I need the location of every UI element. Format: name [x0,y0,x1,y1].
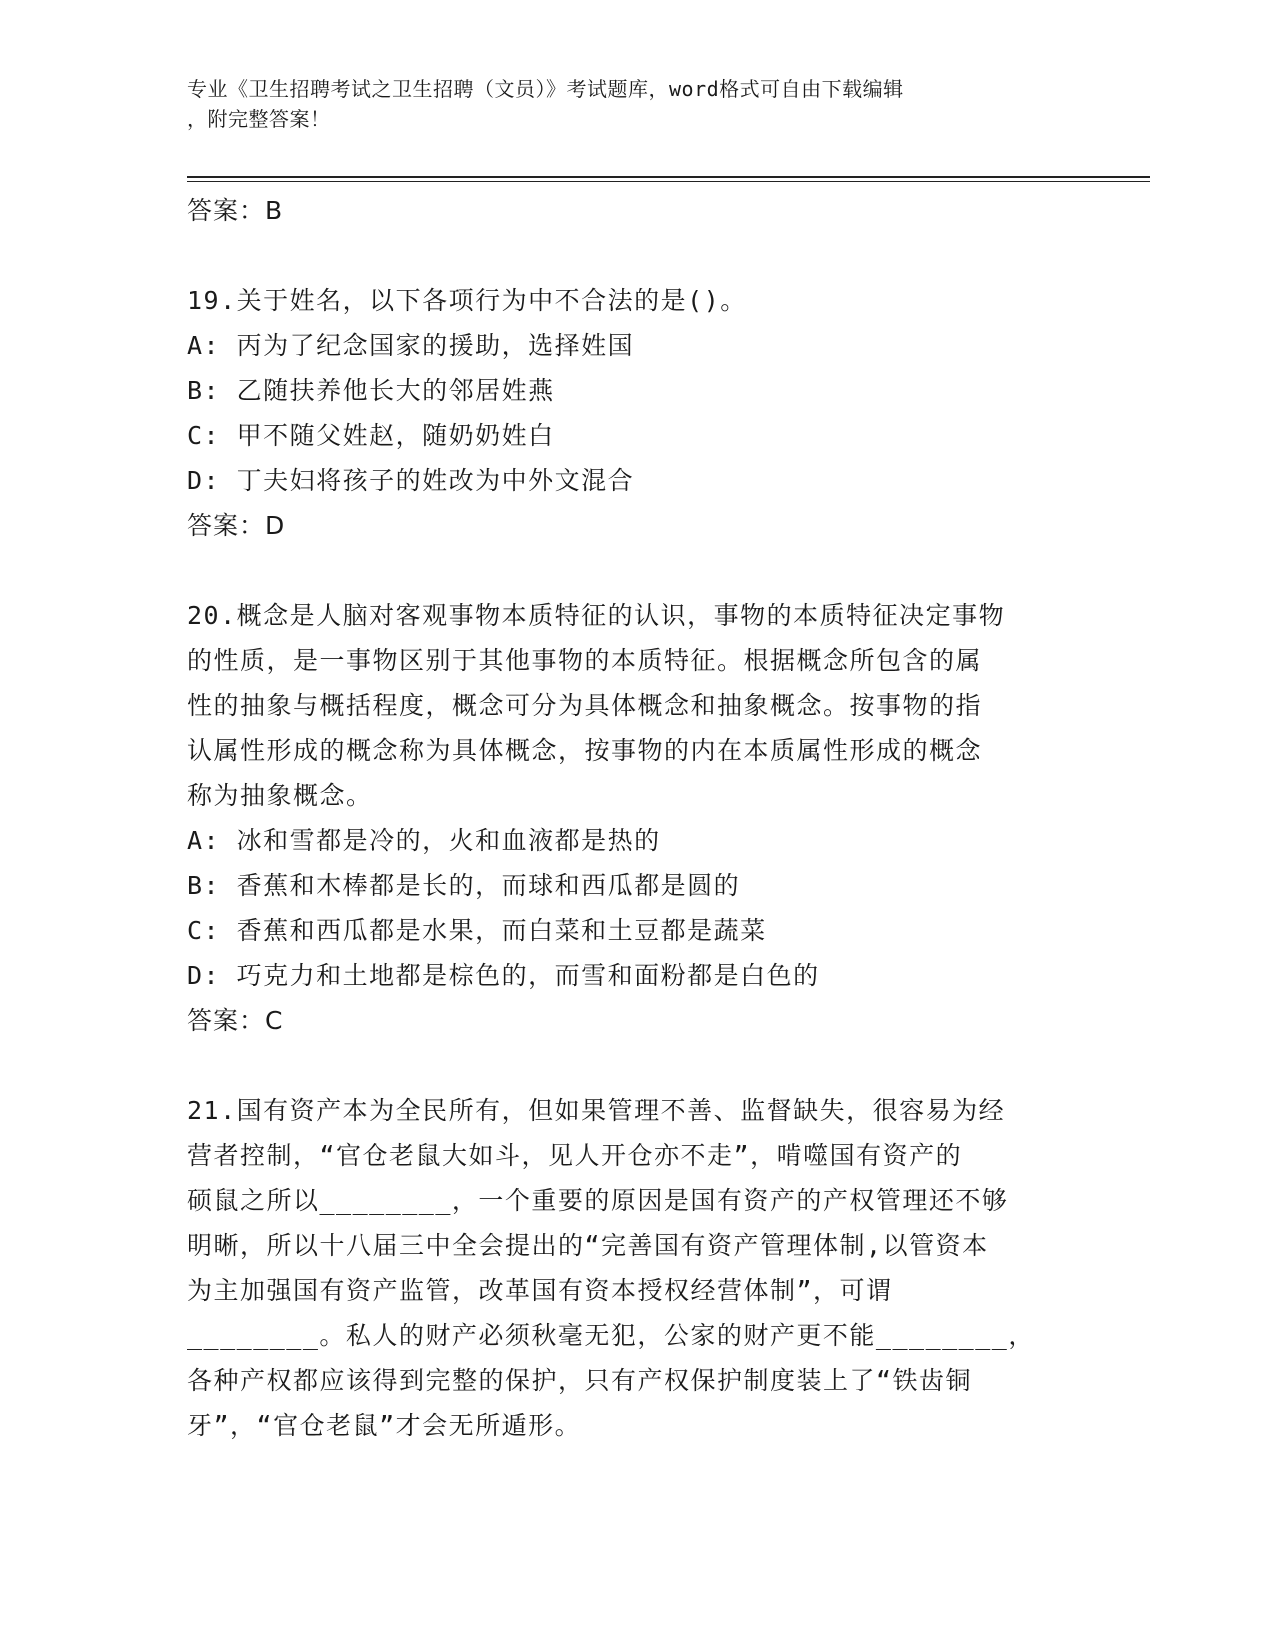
spacer [187,233,1067,278]
answer-q19: 答案：D [187,511,286,540]
question-stem-line: ________。私人的财产必须秋毫无犯，公家的财产更不能________， [187,1321,1035,1350]
option-c: C: 香蕉和西瓜都是水果，而白菜和土豆都是蔬菜 [187,916,767,945]
option-d: D: 丁夫妇将孩子的姓改为中外文混合 [187,466,635,495]
question-stem-line: 的性质，是一事物区别于其他事物的本质特征。根据概念所包含的属 [187,646,983,675]
question-stem-line: 各种产权都应该得到完整的保护，只有产权保护制度装上了“铁齿铜 [187,1366,973,1395]
option-b: B: 乙随扶养他长大的邻居姓燕 [187,376,555,405]
question-stem-line: 硕鼠之所以________，一个重要的原因是国有资产的产权管理还不够 [187,1186,1009,1215]
question-stem-line: 20.概念是人脑对客观事物本质特征的认识，事物的本质特征决定事物 [187,601,1006,630]
spacer [187,548,1067,593]
answer-q18: 答案：B [187,196,284,225]
spacer [187,1043,1067,1088]
question-20 [187,593,1067,1043]
document-header [187,74,1067,134]
header-divider-thin [187,181,1150,182]
question-stem-line: 性的抽象与概括程度，概念可分为具体概念和抽象概念。按事物的指 [187,691,983,720]
question-19 [187,278,1067,548]
question-stem-line: 21.国有资产本为全民所有，但如果管理不善、监督缺失，很容易为经 [187,1096,1006,1125]
option-b: B: 香蕉和木棒都是长的，而球和西瓜都是圆的 [187,871,741,900]
question-stem-line: 牙”，“官仓老鼠”才会无所遁形。 [187,1411,582,1440]
question-stem-line: 营者控制，“官仓老鼠大如斗，见人开仓亦不走”，啃噬国有资产的 [187,1141,963,1170]
option-d: D: 巧克力和土地都是棕色的，而雪和面粉都是白色的 [187,961,820,990]
question-list [187,188,1067,1448]
question-stem-line: 认属性形成的概念称为具体概念，按事物的内在本质属性形成的概念 [187,736,983,765]
option-c: C: 甲不随父姓赵，随奶奶姓白 [187,421,555,450]
header-title-line-2: ，附完整答案！ [187,107,331,131]
option-a: A: 丙为了纪念国家的援助，选择姓国 [187,331,635,360]
question-stem: 19.关于姓名，以下各项行为中不合法的是()。 [187,286,747,315]
question-stem-line: 明晰，所以十八届三中全会提出的“完善国有资产管理体制,以管资本 [187,1231,989,1260]
option-a: A: 冰和雪都是冷的，火和血液都是热的 [187,826,661,855]
header-title-line-1: 专业《卫生招聘考试之卫生招聘（文员）》考试题库，word格式可自由下载编辑 [187,77,904,101]
question-21 [187,1088,1067,1448]
question-stem-line: 为主加强国有资产监管，改革国有资本授权经营体制”，可谓 [187,1276,893,1305]
header-divider-thick [187,176,1150,178]
question-stem-line: 称为抽象概念。 [187,781,373,810]
answer-q20: 答案：C [187,1006,284,1035]
